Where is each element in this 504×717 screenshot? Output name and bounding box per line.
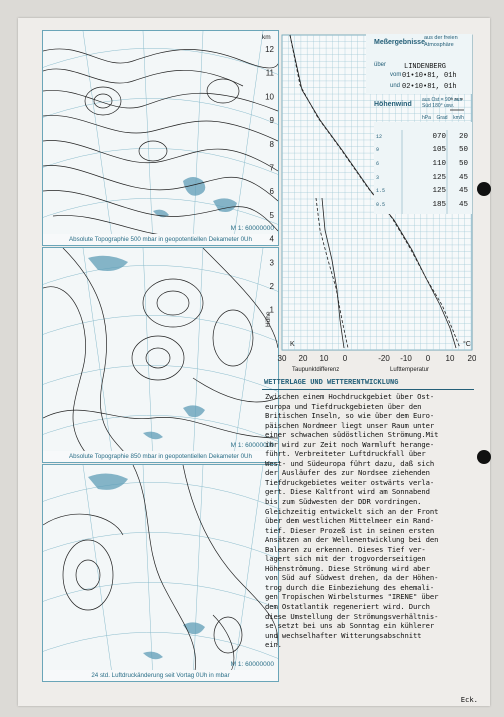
- k-label: K: [290, 341, 295, 348]
- wind-speed: 45: [458, 173, 468, 182]
- x-tick-label-dewpoint: 30: [277, 354, 287, 363]
- c-label: °C: [463, 341, 471, 348]
- legend-subtitle: aus der freien Atmosphäre: [424, 35, 458, 48]
- wind-speed: 45: [458, 187, 468, 196]
- y-tick-label: 11: [265, 68, 274, 78]
- y-tick-label: 8: [269, 139, 274, 149]
- wind-speed: 20: [458, 132, 468, 141]
- x-tick-label-temperature: -20: [378, 354, 390, 363]
- map-850mbar-drawing: [43, 248, 278, 462]
- wind-direction: 070: [432, 132, 446, 141]
- x-label-dewpoint: Taupunktdifferenz: [292, 367, 340, 373]
- map-850mbar-scale: M 1: 60000000: [230, 442, 274, 449]
- punch-hole-bottom: [477, 450, 491, 464]
- wind-speed: 50: [458, 146, 468, 155]
- wind-level: 0.5: [376, 201, 386, 208]
- wind-level: 6: [376, 160, 380, 167]
- wind-direction: 125: [432, 187, 446, 196]
- map-pressure-change-caption: 24 std. Luftdruckänderung seit Vortag 0Uh in mbar: [43, 670, 278, 681]
- wind-direction-note: aus Ost = 90° aus Süd 180° usw.: [422, 97, 462, 109]
- map-pressure-change-scale: M 1: 60000000: [230, 661, 274, 668]
- article-signature: Eck.: [460, 695, 478, 704]
- x-tick-label-dewpoint: 10: [319, 354, 329, 363]
- x-tick-label-temperature: 0: [425, 354, 431, 363]
- wind-level: 12: [376, 133, 383, 140]
- wind-row: [376, 184, 472, 198]
- wind-table: [376, 130, 472, 212]
- article-heading: WETTERLAGE UND WETTERENTWICKLUNG: [262, 378, 474, 390]
- wind-direction: 110: [432, 159, 446, 168]
- y-tick-label: 3: [269, 258, 274, 268]
- station-name: LINDENBERG: [404, 63, 447, 71]
- map-850mbar: [42, 247, 279, 463]
- map-500mbar-scale: M 1: 60000000: [230, 225, 274, 232]
- y-tick-label: 12: [265, 45, 274, 54]
- map-500mbar: [42, 30, 279, 246]
- date1: 01•10•81, 01h: [402, 72, 457, 80]
- sounding-chart: [262, 30, 476, 380]
- article-body: Zwischen einem Hochdruckgebiet über Ost- europa und Tiefdruckgebieten über den Britischen Inseln, so wie über dem Euro- päischen Nordmeer liegt unser Raum unter einer schwachen südöstlichen Strömung.Mit ihr wird zur Zeit noch Warmluft herange- führt. Verbreiteter Luftdruckfall über West- und Südeuropa führt dazu, daß sich der Ausläufer des zur Nordsee ziehenden Tiefdruckgebietes weiter ostwärts verla- gert. Diese Kaltfront wird am Sonnabend bis zum Südwesten der DDR vordringen. Gleichzeitig entwickelt sich an der Front über dem westlichen Mittelmeer ein Rand- tief. Dieser Prozeß ist in seinen ersten Ansätzen an der Wellenentwicklung bei den Balearen zu erkennen. Dieses Tief ver- lagert sich mit der trogvorderseitigen Höhenströmung. Diese Strömung wird aber von Süd auf Südwest drehen, da der Höhen- trog durch die Einbeziehung des ehemali- gen Tropischen Wirbelsturmes "IRENE" über dem Ostatlantik regeneriert wird. Durch diese Umstellung der Strömungsverhältnis- se setzt bei uns ab Sonntag ein kühlerer und wechselhafter Witterungsabschnitt ein.: [265, 392, 439, 650]
- weather-article: [262, 378, 474, 670]
- x-tick-label-dewpoint: 0: [342, 354, 348, 363]
- date2: 02•10•81, 01h: [402, 83, 457, 91]
- legend-title: Meßergebnisse: [374, 39, 425, 46]
- y-tick-label: 4: [269, 234, 274, 244]
- wind-speed: 45: [458, 200, 468, 209]
- map-500mbar-drawing: [43, 31, 278, 245]
- wind-row: [376, 171, 472, 185]
- wind-row: [376, 157, 472, 171]
- x-tick-label-temperature: -10: [400, 354, 412, 363]
- map-pressure-change-drawing: [43, 465, 278, 681]
- wind-direction: 105: [432, 146, 446, 155]
- wind-label: Höhenwind: [374, 101, 412, 108]
- x-label-temperature: Lufttemperatur: [390, 367, 430, 373]
- map-pressure-change: [42, 464, 279, 682]
- y-tick-label: 9: [269, 116, 274, 126]
- punch-hole-top: [477, 182, 491, 196]
- date2-prefix: und: [390, 83, 401, 89]
- wind-direction: 185: [432, 200, 446, 209]
- date1-prefix: vom: [390, 72, 402, 78]
- wind-level: 3: [376, 174, 380, 181]
- wind-speed: 50: [458, 159, 468, 168]
- map-850mbar-caption: Absolute Topographie 850 mbar in geopotentiellen Dekameter 0Uh: [43, 451, 278, 462]
- x-tick-label-temperature: 10: [445, 354, 455, 363]
- x-tick-label-dewpoint: 20: [298, 354, 308, 363]
- wind-level: 9: [376, 147, 380, 154]
- y-tick-label: 5: [269, 210, 274, 220]
- wind-row: [376, 144, 472, 158]
- wind-direction: 125: [432, 173, 446, 182]
- y-tick-label: 10: [265, 92, 274, 102]
- wind-level: 1.5: [376, 188, 386, 195]
- y-tick-label: 1: [269, 305, 274, 315]
- map-500mbar-caption: Absolute Topographie 500 mbar in geopotentiellen Dekameter 0Uh: [43, 234, 278, 245]
- station-prefix: über: [374, 62, 387, 68]
- x-tick-label-temperature: 20: [467, 354, 476, 363]
- wind-units: hPa Grad km/h: [422, 115, 464, 121]
- y-tick-label: 2: [269, 282, 274, 291]
- km-label: km: [262, 34, 271, 41]
- y-tick-label: 6: [269, 187, 274, 197]
- height-label: Höhe: [265, 311, 272, 327]
- y-tick-label: 7: [269, 163, 274, 173]
- wind-row: [376, 130, 472, 144]
- wind-row: [376, 198, 472, 212]
